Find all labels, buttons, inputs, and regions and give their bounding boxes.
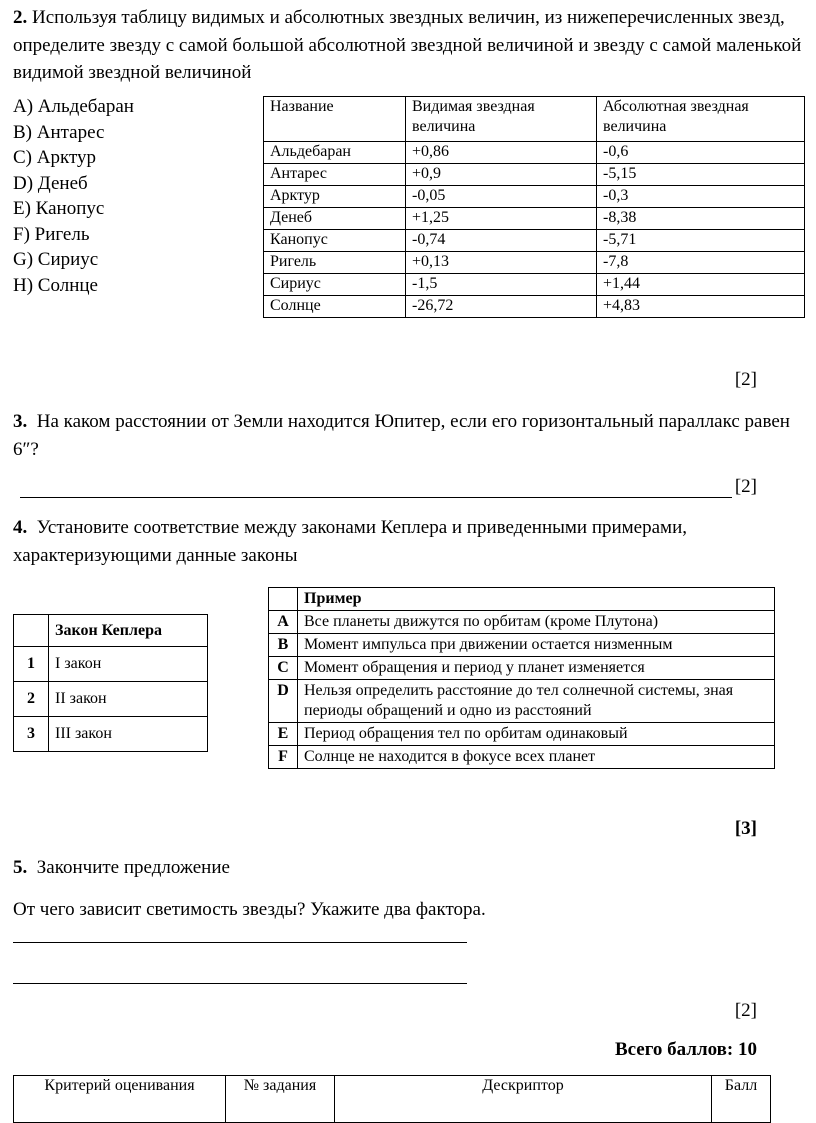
header-cell: № задания bbox=[226, 1076, 335, 1123]
example-text: Момент импульса при движении остается низменным bbox=[298, 634, 775, 657]
option-item: B) Антарес bbox=[13, 121, 105, 143]
table-cell: Солнце bbox=[264, 296, 406, 318]
question-2-number: 2. bbox=[13, 7, 28, 28]
example-letter: A bbox=[269, 611, 298, 634]
table-row bbox=[264, 142, 805, 164]
table-cell: -0,74 bbox=[406, 230, 597, 252]
table-cell: Ригель bbox=[264, 252, 406, 274]
example-text: Момент обращения и период у планет изменяется bbox=[298, 657, 775, 680]
table-row bbox=[264, 164, 805, 186]
table-cell: Денеб bbox=[264, 208, 406, 230]
table-cell: +0,9 bbox=[406, 164, 597, 186]
table-row bbox=[14, 717, 208, 752]
example-letter: D bbox=[269, 680, 298, 723]
table-row bbox=[269, 611, 775, 634]
question-3-score: [2] bbox=[734, 476, 757, 497]
table-cell: -8,38 bbox=[597, 208, 805, 230]
question-5-title: Закончите предложение bbox=[36, 857, 230, 878]
table-row bbox=[269, 657, 775, 680]
table-cell: -5,71 bbox=[597, 230, 805, 252]
law-number: 1 bbox=[14, 647, 49, 682]
header-cell: Абсолютная звездная величина bbox=[597, 97, 805, 142]
table-row bbox=[269, 723, 775, 746]
example-text: Солнце не находится в фокусе всех планет bbox=[298, 746, 775, 769]
option-item: E) Канопус bbox=[13, 198, 105, 219]
table-cell: -7,8 bbox=[597, 252, 805, 274]
table-row bbox=[14, 647, 208, 682]
table-row bbox=[264, 186, 805, 208]
criteria-table bbox=[13, 1075, 771, 1123]
header-cell: Закон Кеплера bbox=[49, 615, 208, 647]
example-text: Все планеты движутся по орбитам (кроме Плутона) bbox=[298, 611, 775, 634]
table-cell: +0,13 bbox=[406, 252, 597, 274]
law-number: 2 bbox=[14, 682, 49, 717]
question-5 bbox=[13, 855, 230, 881]
question-4 bbox=[13, 514, 803, 570]
table-cell: Арктур bbox=[264, 186, 406, 208]
question-2-score: [2] bbox=[734, 369, 757, 390]
header-cell: Пример bbox=[298, 588, 775, 611]
example-letter: B bbox=[269, 634, 298, 657]
table-cell: Сириус bbox=[264, 274, 406, 296]
table-cell: -1,5 bbox=[406, 274, 597, 296]
example-letter: E bbox=[269, 723, 298, 746]
law-name: I закон bbox=[49, 647, 208, 682]
option-item: G) Сириус bbox=[13, 249, 99, 270]
table-row bbox=[14, 682, 208, 717]
law-name: II закон bbox=[49, 682, 208, 717]
question-3 bbox=[13, 408, 803, 464]
example-text: Период обращения тел по орбитам одинаковый bbox=[298, 723, 775, 746]
question-5-text: От чего зависит светимость звезды? Укажите два фактора. bbox=[13, 899, 486, 920]
question-3-text: На каком расстоянии от Земли находится Юпитер, если его горизонтальный параллакс равен 6″? bbox=[13, 411, 790, 460]
question-3-number: 3. bbox=[13, 411, 28, 432]
question-4-text: Установите соответствие между законами Кеплера и приведенными примерами, характеризующими данные законы bbox=[13, 517, 687, 566]
table-cell: +1,25 bbox=[406, 208, 597, 230]
table-row bbox=[269, 680, 775, 723]
question-4-score: [3] bbox=[734, 818, 757, 839]
table-row bbox=[269, 746, 775, 769]
table-cell: -0,3 bbox=[597, 186, 805, 208]
law-name: III закон bbox=[49, 717, 208, 752]
header-cell: Критерий оценивания bbox=[14, 1076, 226, 1123]
star-options-list bbox=[13, 94, 134, 298]
table-cell: -26,72 bbox=[406, 296, 597, 318]
table-cell: Альдебаран bbox=[264, 142, 406, 164]
answer-line[interactable] bbox=[13, 942, 467, 943]
header-cell bbox=[14, 615, 49, 647]
table-row bbox=[269, 634, 775, 657]
option-item: D) Денеб bbox=[13, 172, 88, 194]
header-cell bbox=[269, 588, 298, 611]
table-cell: -5,15 bbox=[597, 164, 805, 186]
table-cell: -0,6 bbox=[597, 142, 805, 164]
question-4-number: 4. bbox=[13, 517, 28, 538]
answer-line[interactable] bbox=[13, 983, 467, 984]
magnitude-table bbox=[263, 96, 805, 318]
kepler-laws-table bbox=[13, 614, 208, 752]
total-score: Всего баллов: 10 bbox=[614, 1039, 757, 1060]
option-item: C) Арктур bbox=[13, 147, 97, 168]
header-cell: Балл bbox=[712, 1076, 771, 1123]
header-cell: Название bbox=[264, 97, 406, 142]
header-cell: Видимая звездная величина bbox=[406, 97, 597, 142]
table-header-row bbox=[264, 97, 805, 142]
table-header-row bbox=[14, 1076, 771, 1123]
table-cell: Антарес bbox=[264, 164, 406, 186]
table-cell: +1,44 bbox=[597, 274, 805, 296]
table-cell: +0,86 bbox=[406, 142, 597, 164]
table-row bbox=[264, 230, 805, 252]
table-cell: -0,05 bbox=[406, 186, 597, 208]
header-cell: Дескриптор bbox=[335, 1076, 712, 1123]
example-letter: F bbox=[269, 746, 298, 769]
table-row bbox=[264, 208, 805, 230]
option-item: F) Ригель bbox=[13, 223, 90, 245]
question-2-text: Используя таблицу видимых и абсолютных звездных величин, из нижеперечисленных звезд, определите звезду с самой большой абсолютной звездной величиной и звезду с самой маленькой видимой звездной величиной bbox=[13, 7, 802, 83]
example-text: Нельзя определить расстояние до тел солнечной системы, зная периоды обращений и одно из расстояний bbox=[298, 680, 775, 723]
table-row bbox=[264, 296, 805, 318]
table-header-row bbox=[269, 588, 775, 611]
question-5-number: 5. bbox=[13, 857, 28, 878]
table-cell: Канопус bbox=[264, 230, 406, 252]
example-letter: C bbox=[269, 657, 298, 680]
option-item: H) Солнце bbox=[13, 274, 98, 296]
examples-table bbox=[268, 587, 775, 769]
question-5-score: [2] bbox=[734, 1000, 757, 1021]
option-item: A) Альдебаран bbox=[13, 96, 134, 117]
table-cell: +4,83 bbox=[597, 296, 805, 318]
table-row bbox=[264, 252, 805, 274]
table-header-row bbox=[14, 615, 208, 647]
law-number: 3 bbox=[14, 717, 49, 752]
question-2 bbox=[13, 4, 803, 87]
table-row bbox=[264, 274, 805, 296]
answer-line[interactable] bbox=[20, 497, 732, 498]
